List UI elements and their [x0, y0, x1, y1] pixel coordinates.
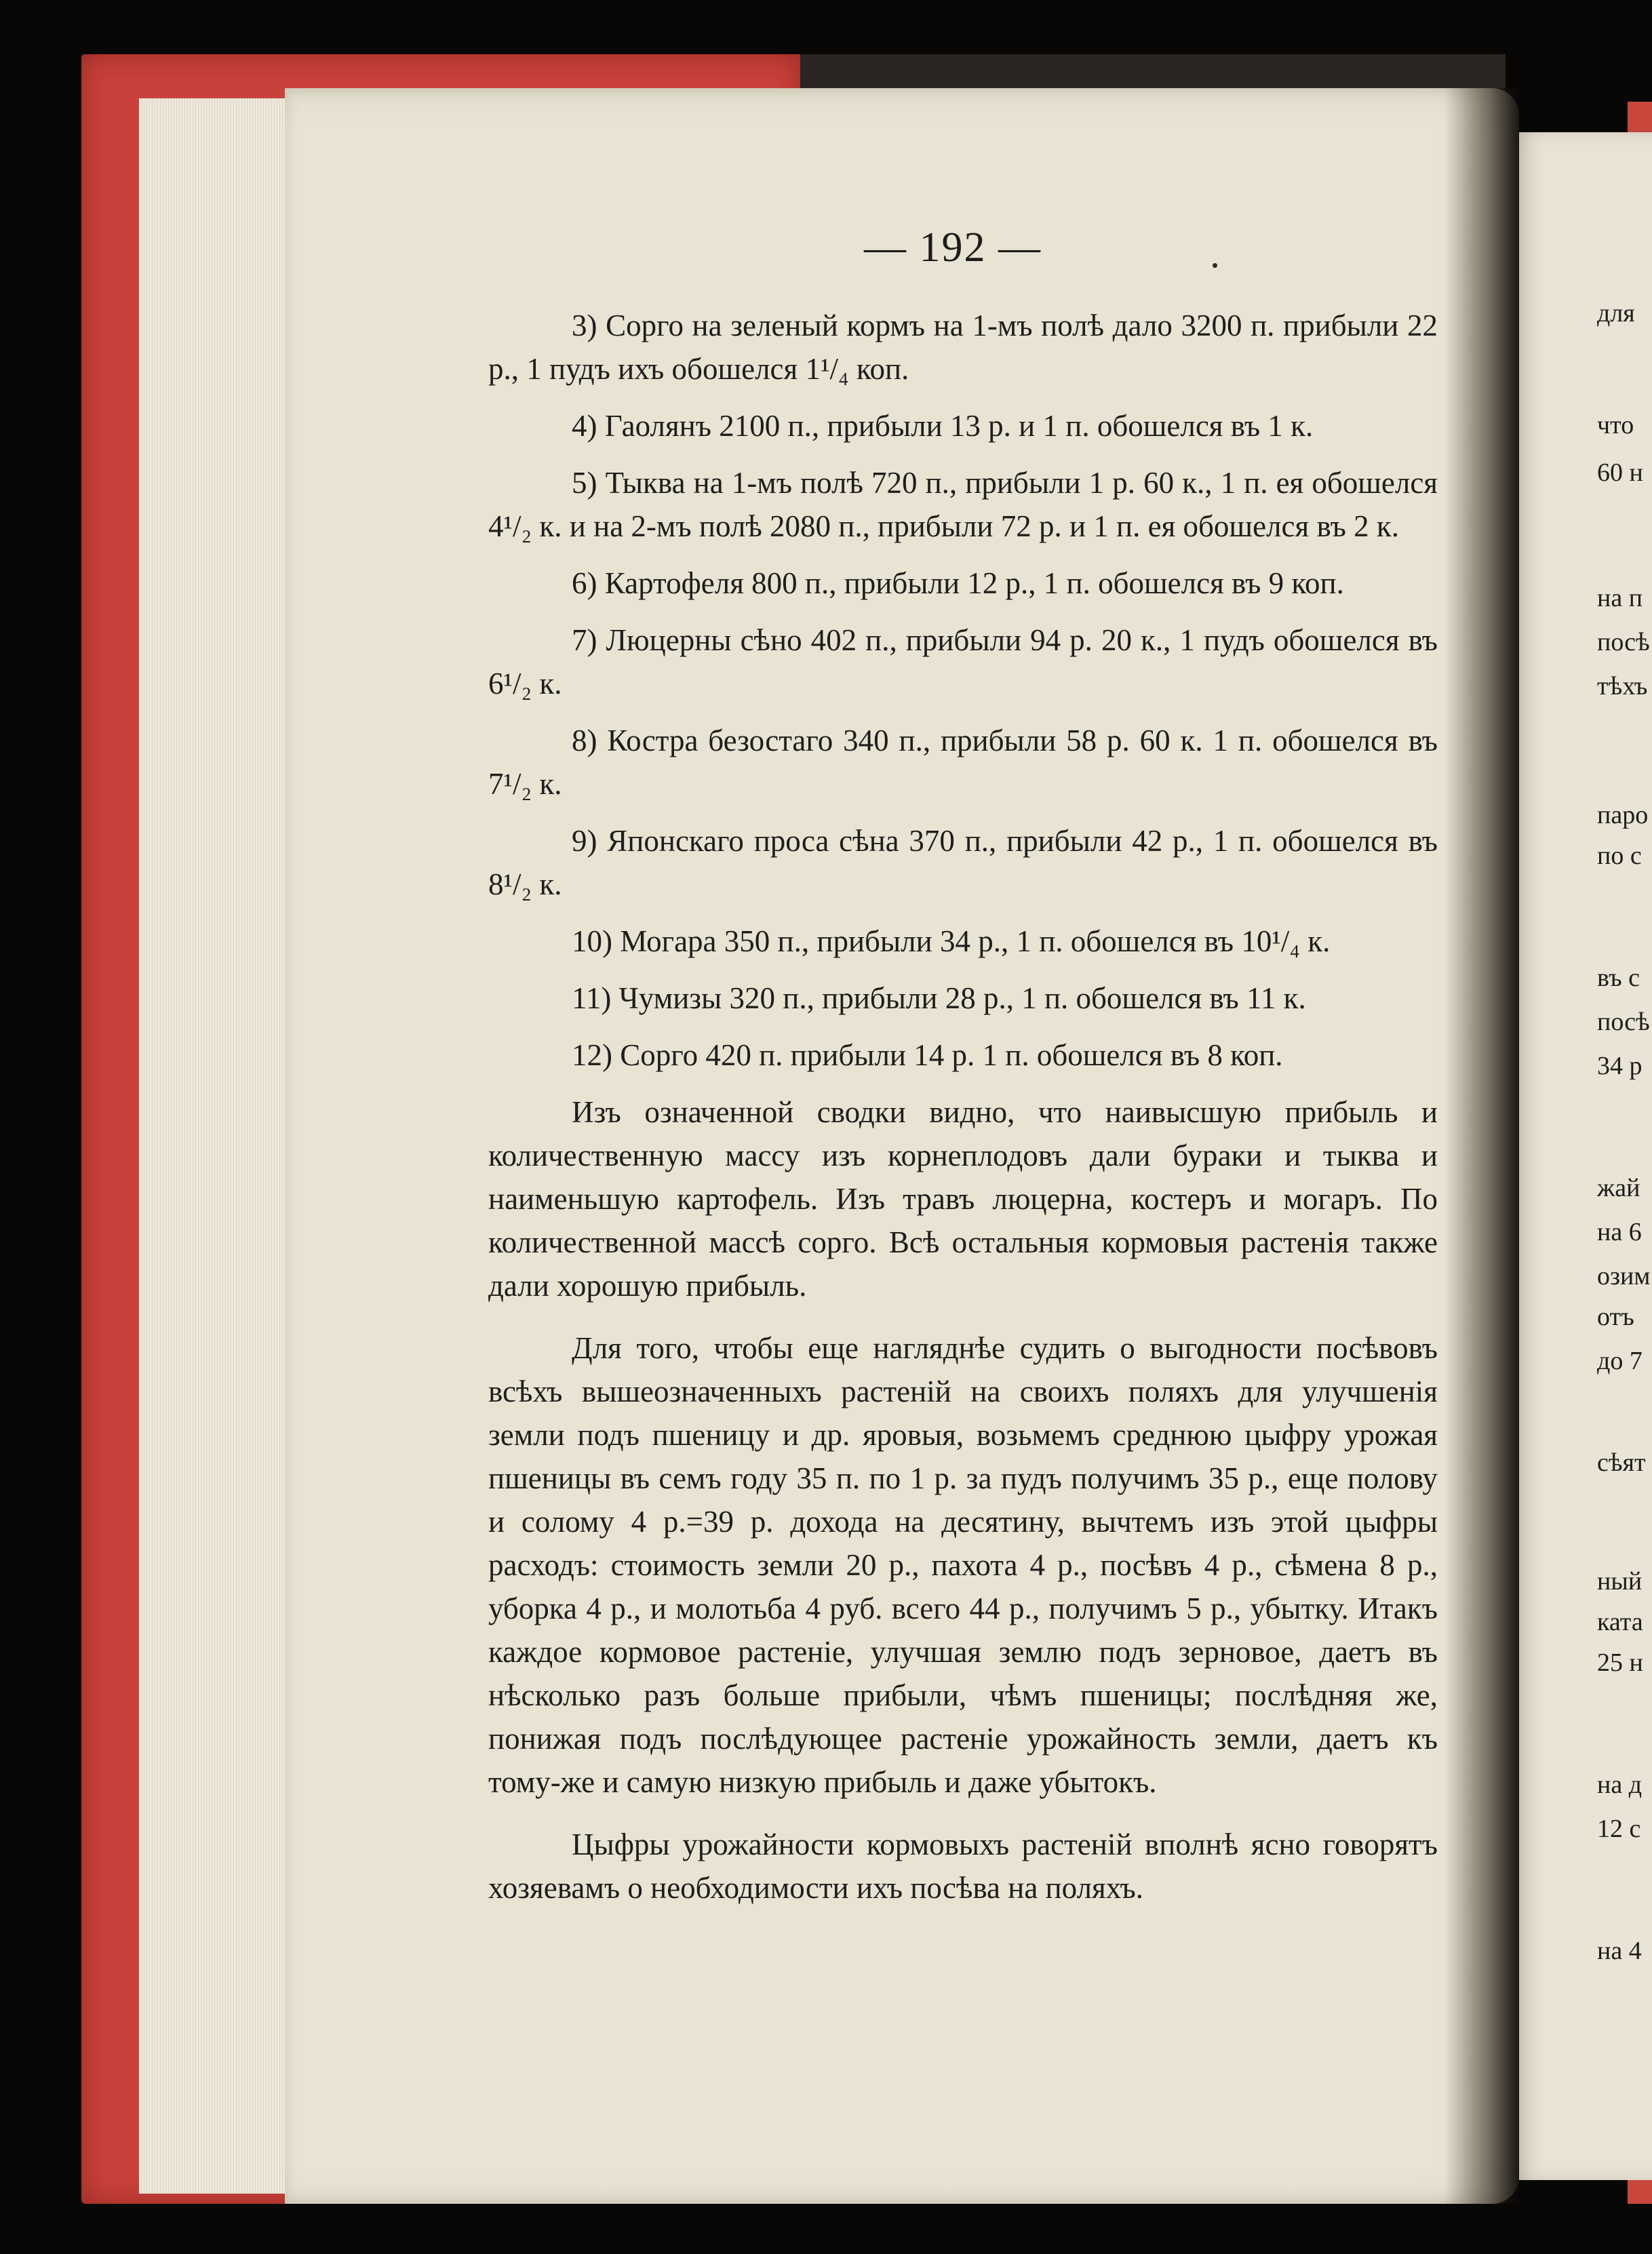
- list-item: 4) Гаолянъ 2100 п., прибыли 13 р. и 1 п. обошелся въ 1 к.: [572, 409, 1314, 443]
- facing-page-fragment: посѣ: [1597, 628, 1650, 656]
- list-item: 10) Могара 350 п., прибыли 34 р., 1 п. обошелся въ 10¹/₄ к.: [572, 924, 1331, 958]
- facing-page-fragment: для: [1597, 299, 1635, 328]
- facing-page-fragment: на 6: [1597, 1218, 1642, 1246]
- page-number: — 192 —: [864, 224, 1042, 271]
- facing-page-fragment: паро: [1597, 801, 1649, 829]
- list-item: 9) Японскаго проса сѣна 370 п., прибыли 42 р., 1 п. обошелся въ 8¹/₂ к.: [488, 824, 1438, 901]
- list-item: 6) Картофеля 800 п., прибыли 12 р., 1 п. обошелся въ 9 коп.: [572, 566, 1344, 600]
- body-paragraph: Для того, чтобы еще нагляднѣе судить о выгодности посѣвовъ всѣхъ вышеозначенныхъ растеній на своихъ поляхъ для улучшенія земли подъ пшеницу и др. яровыя, возьмемъ среднюю цыфру урожая пшеницы въ семъ году 35 п. по 1 р. за пудъ получимъ 35 р., еще полову и солому 4 р.=39 р. дохода на десятину, вычтемъ изъ этой цыфры расходъ: стоимость земли 20 р., пахота 4 р., посѣвъ 4 р., сѣмена 8 р., уборка 4 р., и молотьба 4 руб. всего 44 р., получимъ 5 р., убытку. Итакъ каждое кормовое растеніе, улучшая землю подъ зерновое, даетъ въ нѣсколько разъ больше прибыли, чѣмъ пшеницы; послѣдняя же, понижая подъ послѣдующее растеніе урожайность земли, даетъ къ тому-же и самую низкую прибыль и даже убытокъ.: [488, 1331, 1438, 1799]
- list-item: 3) Сорго на зеленый кормъ на 1-мъ полѣ дало 3200 п. прибыли 22 р., 1 пудъ ихъ обошелся 1¹/₄ коп.: [488, 309, 1438, 386]
- facing-page-fragment: сѣят: [1597, 1448, 1646, 1477]
- facing-page-fragment: 34 р: [1597, 1052, 1643, 1080]
- facing-page-fragment: въ с: [1597, 964, 1640, 992]
- facing-page-fragment: отъ: [1597, 1303, 1634, 1331]
- facing-page-fragment: на д: [1597, 1771, 1643, 1799]
- facing-page-fragment: посѣ: [1597, 1008, 1650, 1036]
- facing-page-fragment: ката: [1597, 1608, 1643, 1636]
- facing-page-fragment: 12 с: [1597, 1815, 1641, 1843]
- list-item: 12) Сорго 420 п. прибыли 14 р. 1 п. обошелся въ 8 коп.: [572, 1038, 1283, 1072]
- page-block-edge: [139, 98, 296, 2194]
- list-item: 5) Тыква на 1-мъ полѣ 720 п., прибыли 1 р. 60 к., 1 п. ея обошелся 4¹/₂ к. и на 2-мъ полѣ 2080 п., прибыли 72 р. и 1 п. ея обошелся въ 2 к.: [488, 466, 1438, 543]
- spine-gutter: [1444, 88, 1519, 2204]
- facing-page-fragment: на п: [1597, 584, 1643, 612]
- body-paragraph: Изъ означенной сводки видно, что наивысшую прибыль и количественную массу изъ корнеплодовъ дали бураки и тыква и наименьшую картофель. Изъ травъ люцерна, костеръ и могаръ. По количественной массѣ сорго. Всѣ остальныя кормовыя растенія также дали хорошую прибыль.: [488, 1095, 1438, 1303]
- list-item: 8) Костра безостаго 340 п., прибыли 58 р. 60 к. 1 п. обошелся въ 7¹/₂ к.: [488, 724, 1438, 801]
- facing-page-fragment: тѣхъ: [1597, 672, 1648, 700]
- page-body: [488, 304, 1438, 1929]
- body-paragraph: Цыфры урожайности кормовыхъ растеній вполнѣ ясно говорятъ хозяевамъ о необходимости ихъ посѣва на поляхъ.: [488, 1827, 1438, 1905]
- facing-page-fragment: 25 н: [1597, 1648, 1643, 1677]
- facing-page-fragment: по с: [1597, 842, 1642, 870]
- facing-page-fragment: озим: [1597, 1262, 1651, 1290]
- list-item: 7) Люцерны сѣно 402 п., прибыли 94 р. 20 к., 1 пудъ обошелся въ 6¹/₂ к.: [488, 623, 1438, 700]
- list-item: 11) Чумизы 320 п., прибыли 28 р., 1 п. обошелся въ 11 к.: [572, 981, 1306, 1015]
- facing-page-fragment: на 4: [1597, 1937, 1642, 1965]
- facing-page-fragment: 60 н: [1597, 458, 1643, 487]
- facing-page-fragment: ный: [1597, 1567, 1643, 1596]
- facing-page-fragment: до 7: [1597, 1347, 1643, 1375]
- facing-page-fragment: что: [1597, 411, 1634, 439]
- facing-page-fragment: жай: [1597, 1174, 1640, 1202]
- ink-dot: [1213, 263, 1217, 268]
